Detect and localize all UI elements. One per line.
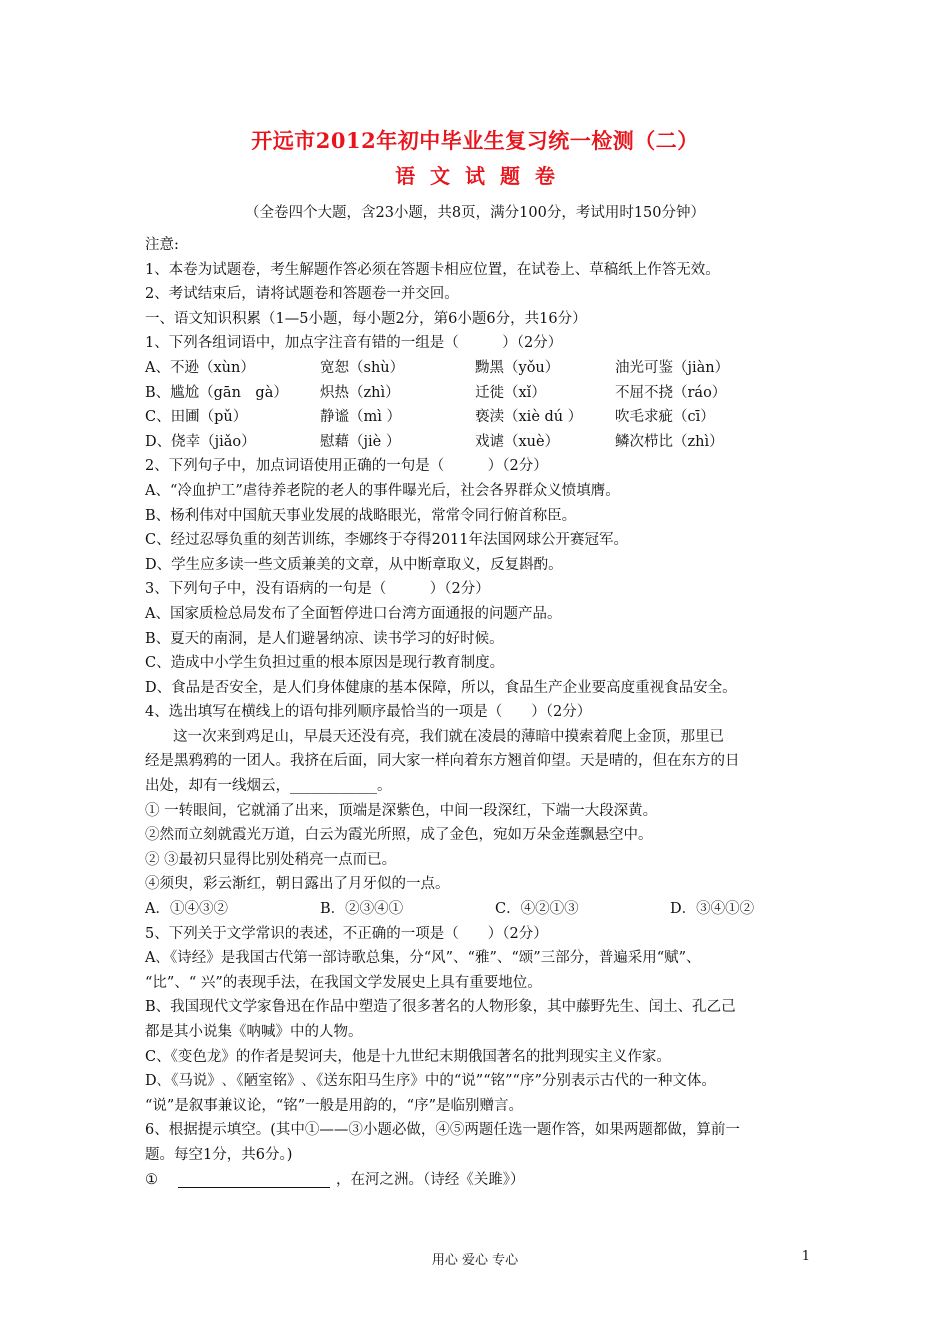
- section-heading: 一、语文知识积累（1—5小题，每小题2分，第6小题6分，共16分）: [145, 310, 587, 327]
- question-1-stem: 1、下列各组词语中，加点字注音有错的一组是（ ）（2分）: [145, 335, 563, 352]
- question-4-passage-line: 这一次来到鸡足山，早晨天还没有亮，我们就在凌晨的薄暗中摸索着爬上金顶，那里已: [173, 728, 724, 745]
- question-5-line: “说”是叙事兼议论，“铭”一般是用韵的，“序”是临别赠言。: [145, 1097, 523, 1114]
- exam-info: （全卷四个大题，含23小题，共8页，满分100分，考试用时150分钟）: [244, 205, 706, 221]
- question-4-item: ② ③最初只显得比别处稍亮一点而已。: [145, 851, 397, 868]
- exam-subtitle: 语 文 试 题 卷: [395, 164, 555, 188]
- question-1-option-row: [145, 356, 810, 381]
- q1-option-cell: 迁徙（xǐ）: [475, 384, 546, 401]
- question-5-line: A､《诗经》是我国古代第一部诗歌总集，分“风”、“雅”、“颂”三部分，普遍采用“赋”、: [145, 950, 701, 967]
- q1-option-cell: 静谧（mì ）: [320, 409, 401, 426]
- question-3-stem: 3、下列句子中，没有语病的一句是（ ）（2分）: [145, 581, 490, 598]
- question-4-item: ① 一转眼间，它就涌了出来，顶端是深紫色，中间一段深红，下端一大段深黄。: [145, 802, 658, 819]
- q1-option-cell: A、不逊（xùn）: [145, 359, 255, 376]
- notice-item: 1、本卷为试题卷，考生解题作答必须在答题卡相应位置，在试卷上、草稿纸上作答无效。: [145, 261, 720, 278]
- q4-answer-option: C．④②①③: [495, 901, 579, 918]
- page-footer: 用心 爱心 专心: [431, 1253, 519, 1268]
- q1-option-cell: 亵渎（xiè dú ）: [475, 409, 583, 426]
- q1-option-cell: 鳞次栉比（zhì）: [615, 433, 724, 450]
- q1-option-cell: 油光可鉴（jiàn）: [615, 359, 730, 376]
- question-4-item: ④须臾，彩云渐红，朝日露出了月牙似的一点。: [145, 876, 450, 893]
- exam-body: [145, 233, 810, 1192]
- question-2-option: D、学生应多读一些文质兼美的文章，从中断章取义，反复斟酌。: [145, 556, 563, 573]
- q1-option-cell: 戏谑（xuè）: [475, 433, 560, 450]
- question-3-option: A、国家质检总局发布了全面暂停进口台湾方面通报的问题产品。: [145, 605, 562, 622]
- answer-blank: [178, 1172, 330, 1188]
- q1-option-cell: 吹毛求疵（cī）: [615, 409, 715, 426]
- question-5-line: C、《变色龙》的作者是契诃夫，他是十九世纪末期俄国著名的批判现实主义作家。: [145, 1048, 671, 1065]
- question-2-option: C、经过忍辱负重的刻苦训练，李娜终于夺得2011年法国网球公开赛冠军。: [145, 532, 628, 549]
- q4-answer-option: A．①④③②: [145, 901, 228, 918]
- q1-option-cell: 黝黑（yǒu）: [475, 359, 560, 376]
- question-1-option-row: [145, 381, 810, 406]
- question-2-option: B、杨利伟对中国航天事业发展的战略眼光，常常令同行俯首称臣。: [145, 507, 577, 524]
- question-4-passage-line: 出处，却有一线烟云，____________。: [145, 778, 392, 795]
- question-5-stem: 5、下列关于文学常识的表述，不正确的一项是（ ）（2分）: [145, 925, 548, 942]
- question-1-option-row: [145, 430, 810, 455]
- question-3-option: C、造成中小学生负担过重的根本原因是现行教育制度。: [145, 655, 505, 672]
- question-3-option: D、食品是否安全，是人们身体健康的基本保障，所以，食品生产企业要高度重视食品安全。: [145, 679, 737, 696]
- q4-answer-option: D．③④①②: [670, 901, 755, 918]
- q4-answer-option: B．②③④①: [320, 901, 404, 918]
- question-5-line: D､《马说》､《陋室铭》､《送东阳马生序》中的“说”“铭”“序”分别表示古代的一种文体。: [145, 1073, 716, 1090]
- question-5-line: “比”、“ 兴”的表现手法，在我国文学发展史上具有重要地位。: [145, 974, 542, 991]
- q6-item-number: ①: [145, 1171, 158, 1188]
- notice-item: 2、考试结束后，请将试题卷和答题卷一并交回。: [145, 286, 459, 303]
- notice-label: 注意:: [145, 237, 179, 253]
- question-4-passage-line: 经是黑鸦鸦的一团人。我挤在后面，同大家一样向着东方翘首仰望。天是晴的，但在东方的日: [145, 753, 740, 770]
- question-4-item: ②然而立刻就霞光万道，白云为霞光所照，成了金色，宛如万朵金莲飘悬空中。: [145, 827, 653, 844]
- q1-option-cell: 宽恕（shù）: [320, 359, 405, 376]
- question-6-line: 6、根据提示填空。(其中①——③小题必做，④⑤两题任选一题作答，如果两题都做，算前一: [145, 1122, 740, 1139]
- question-5-line: B、我国现代文学家鲁迅在作品中塑造了很多著名的人物形象，其中藤野先生、闰土、孔乙己: [145, 999, 736, 1016]
- question-2-stem: 2、下列句子中，加点词语使用正确的一句是（ ）（2分）: [145, 458, 548, 475]
- page-number: 1: [801, 1249, 810, 1264]
- q1-option-cell: 不屈不挠（ráo）: [615, 384, 727, 401]
- q1-option-cell: C、田圃（pǔ）: [145, 409, 248, 426]
- question-4-stem: 4、选出填写在横线上的语句排列顺序最恰当的一项是（ ）（2分）: [145, 704, 592, 721]
- question-1-option-row: [145, 405, 810, 430]
- question-4-answers: [145, 897, 810, 922]
- question-3-option: B、夏天的南洞，是人们避暑纳凉、读书学习的好时候。: [145, 630, 504, 647]
- exam-title: 开远市2012年初中毕业生复习统一检测（二）: [251, 128, 699, 153]
- question-5-line: 都是其小说集《呐喊》中的人物。: [145, 1024, 363, 1040]
- question-6-line: 题。每空1分，共6分。): [145, 1146, 293, 1163]
- question-6-item-1: [145, 1168, 810, 1193]
- q1-option-cell: 炽热（zhì）: [320, 384, 400, 401]
- q1-option-cell: 慰藉（jiè ）: [320, 433, 401, 450]
- q1-option-cell: B、尴尬（gān gà）: [145, 384, 288, 401]
- q1-option-cell: D、侥幸（jiǎo）: [145, 433, 256, 450]
- q6-item-text: ，在河之洲。（诗经《关雎》）: [336, 1171, 525, 1188]
- question-2-option: A、“冷血护工”虐待养老院的老人的事件曝光后，社会各界群众义愤填膺。: [145, 482, 620, 499]
